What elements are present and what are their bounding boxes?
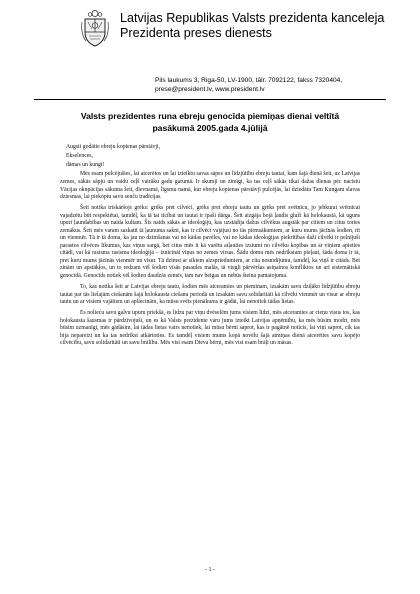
speech-paragraph: To, kas notika šeit ar Latvijas ebreju tautu, šodien mēs atceramies un pieminam, izsakām savu dziļāko līdzjūtību ebreju tautai par tās lielajām ciešanām šajā holokausta ciešanu periodā un izsakām savu solidaritāti kā cilvēki vienmēr un visur ar ebreju tautu un ar visiem vajātiem un apliecinām, ka mūsu svēts pienākums ir gādāt, lai nenotiek tādas lietas. [60,284,360,306]
speech-body [60,144,360,351]
speech-title [40,110,380,134]
organization-name: Latvijas Republikas Valsts prezidenta kanceleja [120,11,385,25]
contact-web: prese@president.lv, www.president.lv [155,86,265,93]
greeting-line: Augsti godātie ebreju kopienas pārstāvji, [66,144,161,150]
department-name: Prezidenta preses dienests [120,26,272,40]
greeting-line: Ekselences, [66,153,93,160]
greeting-line: dāmas un kungi! [66,162,105,169]
coat-of-arms-icon [80,10,110,48]
letterhead-contact [155,76,405,94]
letterhead-organization [120,11,410,41]
speech-title-line-2: pasākumā 2005.gada 4.jūlijā [152,123,268,133]
speech-paragraph: Mēs esam pulcējušies, lai atcerētos un lai izteiktu savas sāpes un līdzjūtību ebreju tautai, kam šajā dienā šeit, uz Latvijas zemes, sākās sāpju un vaidu ceļš vairāku gadu garumā. Ir skumji un zīmīgi, ka tas ceļš sākās tikai dažas dienas pēc nacistu Vācijas okupācijas sākuma šeit, dievnamā, līgsmu namā, kur ebreju kopienas pārstāvji pulcējās, lai dziedātu Tam Kungam slavas dziesmas, lai piekoptu savu senču tradīcijas. [60,171,360,201]
contact-address: Pils laukums 3, Riga-50, LV-1900, tālr. 7092122, fakss 7320404, [155,77,343,84]
letterhead-divider [34,99,386,100]
page-number: - 1 - [205,567,215,573]
speech-title-line-1: Valsts prezidentes runa ebreju genocīda piemiņas dienai veltītā [80,111,340,121]
speech-paragraph: Es nolieću savu galvu upuru priekšā, es līdzu par viņu dvēselēm jums visiem līdzi, mēs atceramies ar cieņu visus tos, kas holokausta šausmas ir pārdzīvojuši, un es kā Valsts prezidente varu jums izteikt Latvijas apņēmību, ka mēs būsim modri, mēs būsim uzmanīgi, mēs gādāsim, lai tādas lietas vairs nenotiek, lai mūsu bērni saprot, kas ir pagātnē noticis, lai viņi saprot, cik tas bija nepareizi un ka tas nedrīkst atkārtoties. Es tamdēļ visiem mums kopā novēlu šajā atmiņas dienā atcerēties savu kopējo cilvēcību, savu solidaritāti un savu brālību. Mēs visi esam Dieva bērni, mēs visi esam brāļi un māsas. [60,310,360,347]
speech-paragraph: Šeit notika trīskāršojs grēks: grēks pret cilvēci, grēks pret ebreju tautu un grēks pret svētnīcu, jo jebkurai svētnīcai vajadzētu būt respektētai, tamdēļ, ka tā tai ticībai un tautai ir īpaši dārga. Šeit aizgāja bojā ļaudis gluži kā holokaustā, kā uguns upuri ļaundabības un naida kultam. Šis naids sākās ar ideoloģiju, kas uzstādīja dažus cilvēkus augstāk par citiem un citus tories zemākus. Šeit mēs varam saskatīt tā ļaunuma sakni, kas ir cilvēci vajājusi no tās pirmsākumiem, ar kuru mums jācīnās šodien, rīt un vienmēr. Tā ir tā doma, ka jau no dzimšanas vai no kādas pavēles, vai no kādas ideoloģijas piekritības daži cilvēki ir pelnījuši parastos cilvēces likumus, kas viņus sargā, bet citus mēs it kā varētu atļauties izstumt no cilvēku kopības un ar viņiem apieties citādi, vai kā rasisma rasisma ideoloģijā – iznīcināt viņus no zemes virsas. Šādu domu mēs nedrīkstam pieļaut, šāda doma ir tā, pret kuru mums jācīnās vienmēr un visur. Tā dzimst ar sīkiem aizspriedumiem, ar cita nosnidījumu, tamdēļ, ka viņš ir citāds. Bet zinām un apstākļos, un to redzam vēl šodien visās pasaules malās, tā viegli pārvēršas asiņainos konfliktos un arī sistemātiskā genocīdā. Genocīds notiek vēl šodien daudzās zemēs, tam nav beigas un nebūs šteina pamatojuma. [60,205,360,280]
